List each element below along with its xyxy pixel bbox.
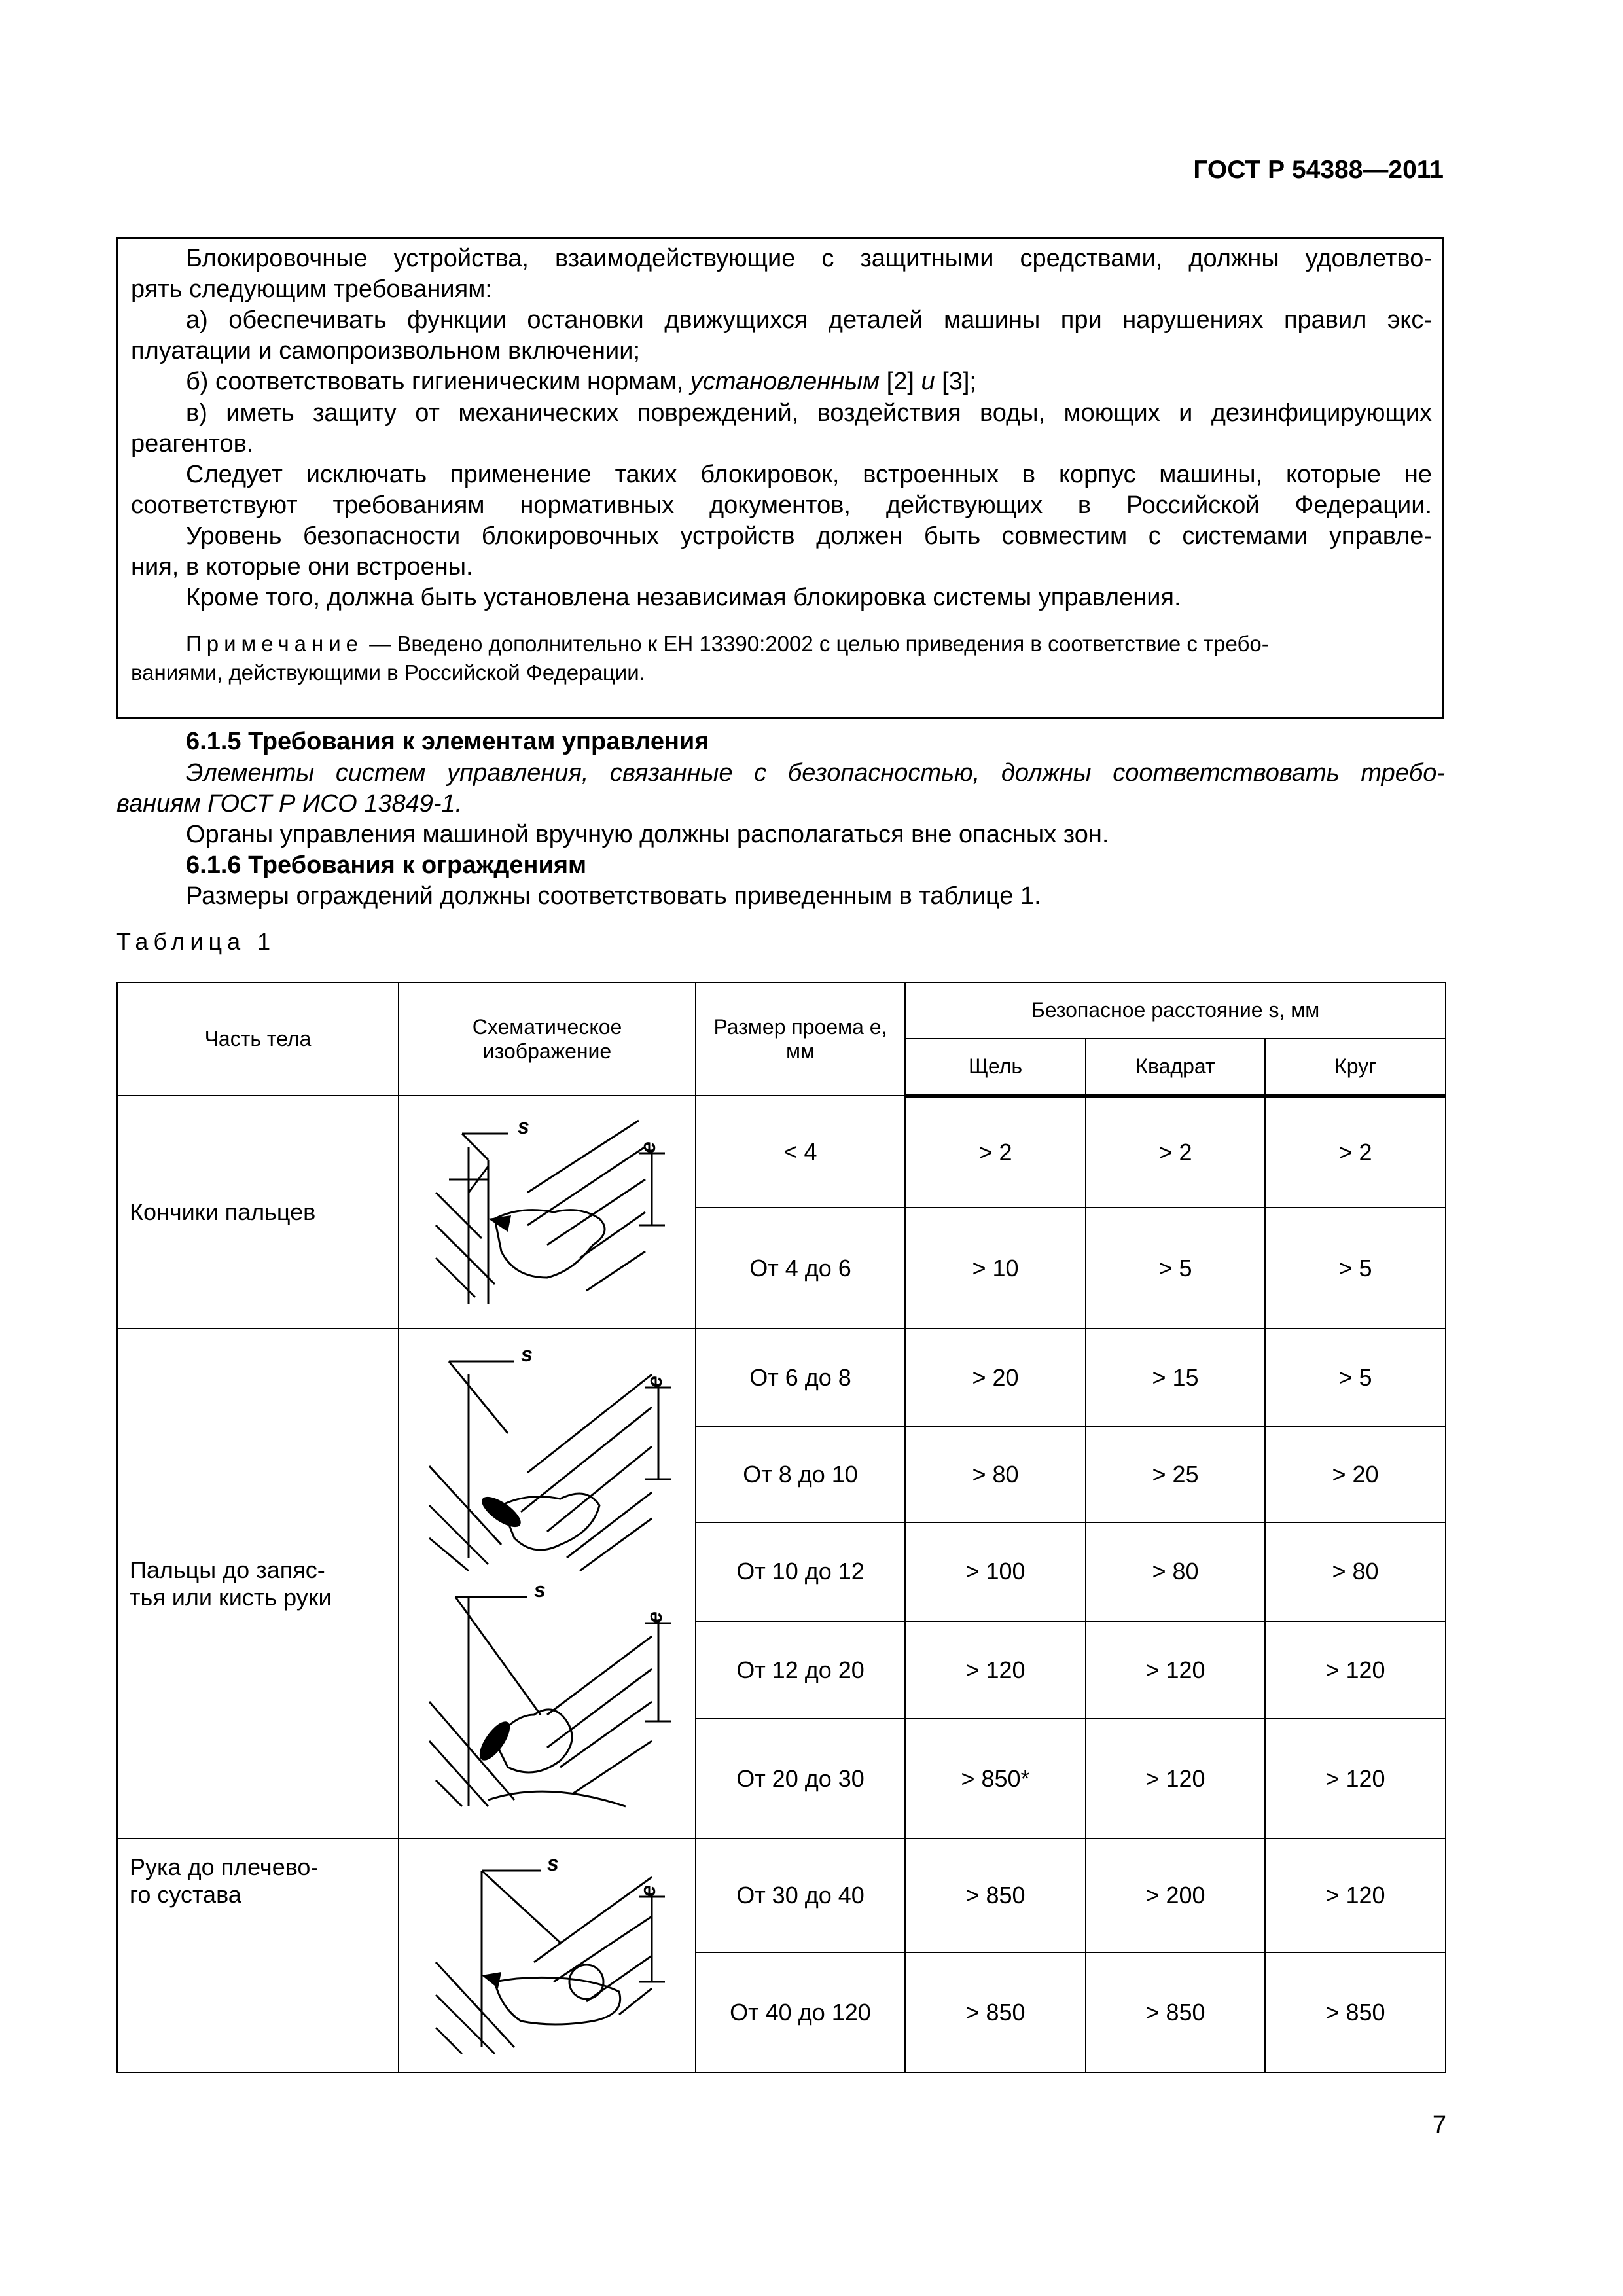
- opening-cell: < 4: [696, 1096, 905, 1208]
- opening-cell: От 4 до 6: [696, 1208, 905, 1328]
- body-part-cell: [117, 1329, 399, 1839]
- slot-cell: > 80: [905, 1427, 1086, 1522]
- box-item-b-ref: [2]: [880, 368, 921, 395]
- circle-cell: > 120: [1265, 1621, 1446, 1719]
- header-opening: [696, 982, 905, 1096]
- square-cell: > 850: [1086, 1952, 1265, 2073]
- table-row: [117, 1329, 1446, 1427]
- box-item-c-line-2: реагентов.: [131, 430, 254, 457]
- box-item-c-line-1: в) иметь защиту от механических повреждений, воздействия воды, моющих и дезинфицирующих: [186, 399, 1432, 427]
- opening-cell: От 40 до 120: [696, 1952, 905, 2073]
- header-circle: Круг: [1265, 1039, 1446, 1096]
- fig-label-s: s: [521, 1348, 533, 1366]
- box-item-b-conj: и: [921, 368, 935, 395]
- arm-schematic: [423, 1851, 671, 2060]
- circle-cell: > 5: [1265, 1208, 1446, 1328]
- opening-cell: От 8 до 10: [696, 1427, 905, 1522]
- header-schematic: [399, 982, 696, 1096]
- header-square: Квадрат: [1086, 1039, 1265, 1096]
- fig-label-s: s: [518, 1115, 529, 1138]
- body-part-line-2: го сустава: [130, 1881, 241, 1909]
- square-cell: > 120: [1086, 1621, 1265, 1719]
- safety-distance-table: [116, 982, 1446, 2073]
- slot-cell: > 120: [905, 1621, 1086, 1719]
- section-615-heading: 6.1.5 Требования к элементам управления: [186, 728, 709, 755]
- section-615-text: Органы управления машиной вручную должны располагаться вне опасных зон.: [186, 821, 1109, 848]
- box-item-b-end: [3];: [935, 368, 976, 395]
- square-cell: > 2: [1086, 1096, 1265, 1208]
- circle-cell: > 850: [1265, 1952, 1446, 2073]
- schematic-cell: [399, 1329, 696, 1839]
- circle-cell: > 20: [1265, 1427, 1446, 1522]
- body-part-line-1: Рука до плечево-: [130, 1854, 319, 1881]
- square-cell: > 200: [1086, 1839, 1265, 1952]
- section-615-italic-line-1: Элементы систем управления, связанные с безопасностью, должны соответствовать требо-: [186, 759, 1445, 787]
- slot-cell: > 850*: [905, 1719, 1086, 1839]
- note-label: Примечание: [186, 632, 364, 656]
- table-row: [117, 1096, 1446, 1208]
- header-slot: Щель: [905, 1039, 1086, 1096]
- square-cell: > 80: [1086, 1522, 1265, 1621]
- circle-cell: > 80: [1265, 1522, 1446, 1621]
- circle-cell: > 120: [1265, 1839, 1446, 1952]
- opening-cell: От 6 до 8: [696, 1329, 905, 1427]
- page-number: 7: [1432, 2111, 1446, 2139]
- fig-label-e: e: [636, 1885, 660, 1897]
- header-schematic-line-2: изображение: [482, 1039, 612, 1063]
- header-body-part: Часть тела: [117, 982, 399, 1096]
- box-note-line-1: [186, 630, 1269, 658]
- header-opening-line-1: Размер проема e,: [713, 1014, 887, 1039]
- opening-cell: От 12 до 20: [696, 1621, 905, 1719]
- circle-cell: > 2: [1265, 1096, 1446, 1208]
- box-item-a-line-2: плуатации и самопроизвольном включении;: [131, 337, 641, 365]
- table-caption: Таблица 1: [116, 928, 276, 955]
- body-part-cell: [117, 1839, 399, 2073]
- square-cell: > 25: [1086, 1427, 1265, 1522]
- table-row: [117, 1839, 1446, 1952]
- box-para-2-line-1: Следует исключать применение таких блокировок, встроенных в корпус машины, которые не: [186, 461, 1432, 488]
- table-header-row-1: [117, 982, 1446, 1039]
- slot-cell: > 20: [905, 1329, 1086, 1427]
- box-item-b-italic: установленным: [690, 368, 880, 395]
- body-part-line-1: Кончики пальцев: [130, 1198, 316, 1225]
- fig-label-e: e: [643, 1375, 666, 1388]
- box-note-line-2: ваниями, действующими в Российской Федерации.: [131, 660, 645, 685]
- box-para-2-line-2: соответствуют требованиям нормативных документов, действующих в Российской Федерации.: [131, 492, 1432, 519]
- body-part-line-2: тья или кисть руки: [130, 1583, 332, 1611]
- square-cell: > 120: [1086, 1719, 1265, 1839]
- opening-cell: От 20 до 30: [696, 1719, 905, 1839]
- square-cell: > 5: [1086, 1208, 1265, 1328]
- header-safe-distance: Безопасное расстояние s, мм: [905, 982, 1446, 1039]
- box-para-1-line-1: Блокировочные устройства, взаимодействующие с защитными средствами, должны удовлетво-: [186, 245, 1432, 272]
- slot-cell: > 850: [905, 1952, 1086, 2073]
- box-para-3-line-1: Уровень безопасности блокировочных устройств должен быть совместим с системами управле-: [186, 522, 1432, 550]
- fig-label-e: e: [643, 1611, 666, 1623]
- circle-cell: > 120: [1265, 1719, 1446, 1839]
- finger-hand-schematic: [416, 1348, 678, 1820]
- section-615-italic-line-2: ваниям ГОСТ Р ИСО 13849-1.: [116, 790, 463, 817]
- header-opening-line-2: мм: [786, 1039, 815, 1063]
- box-item-a-line-1: а) обеспечивать функции остановки движущихся деталей машины при нарушениях правил экс-: [186, 306, 1432, 334]
- schematic-cell: [399, 1839, 696, 2073]
- slot-cell: > 100: [905, 1522, 1086, 1621]
- doc-code-header: ГОСТ Р 54388—2011: [1193, 156, 1444, 184]
- box-para-1-line-2: рять следующим требованиям:: [131, 276, 492, 303]
- slot-cell: > 2: [905, 1096, 1086, 1208]
- square-cell: > 15: [1086, 1329, 1265, 1427]
- fig-label-s: s: [547, 1852, 559, 1876]
- box-item-b-text: б) соответствовать гигиеническим нормам,: [186, 368, 690, 395]
- section-616-text: Размеры ограждений должны соответствовать приведенным в таблице 1.: [186, 882, 1041, 910]
- opening-cell: От 30 до 40: [696, 1839, 905, 1952]
- slot-cell: > 10: [905, 1208, 1086, 1328]
- body-part-cell: [117, 1096, 399, 1329]
- box-item-b: [186, 367, 976, 397]
- schematic-cell: [399, 1096, 696, 1329]
- box-para-4: Кроме того, должна быть установлена независимая блокировка системы управления.: [186, 584, 1181, 611]
- circle-cell: > 5: [1265, 1329, 1446, 1427]
- section-616-heading: 6.1.6 Требования к ограждениям: [186, 852, 587, 879]
- box-para-3-line-2: ния, в которые они встроены.: [131, 553, 473, 581]
- opening-cell: От 10 до 12: [696, 1522, 905, 1621]
- note-text: — Введено дополнительно к ЕН 13390:2002 с целью приведения в соответствие с требо-: [363, 632, 1269, 656]
- slot-cell: > 850: [905, 1839, 1086, 1952]
- fingertip-schematic: [423, 1107, 671, 1317]
- fig-label-e: e: [636, 1141, 660, 1153]
- header-schematic-line-1: Схематическое: [472, 1014, 622, 1039]
- body-part-line-1: Пальцы до запяс-: [130, 1556, 325, 1583]
- fig-label-s: s: [534, 1577, 546, 1602]
